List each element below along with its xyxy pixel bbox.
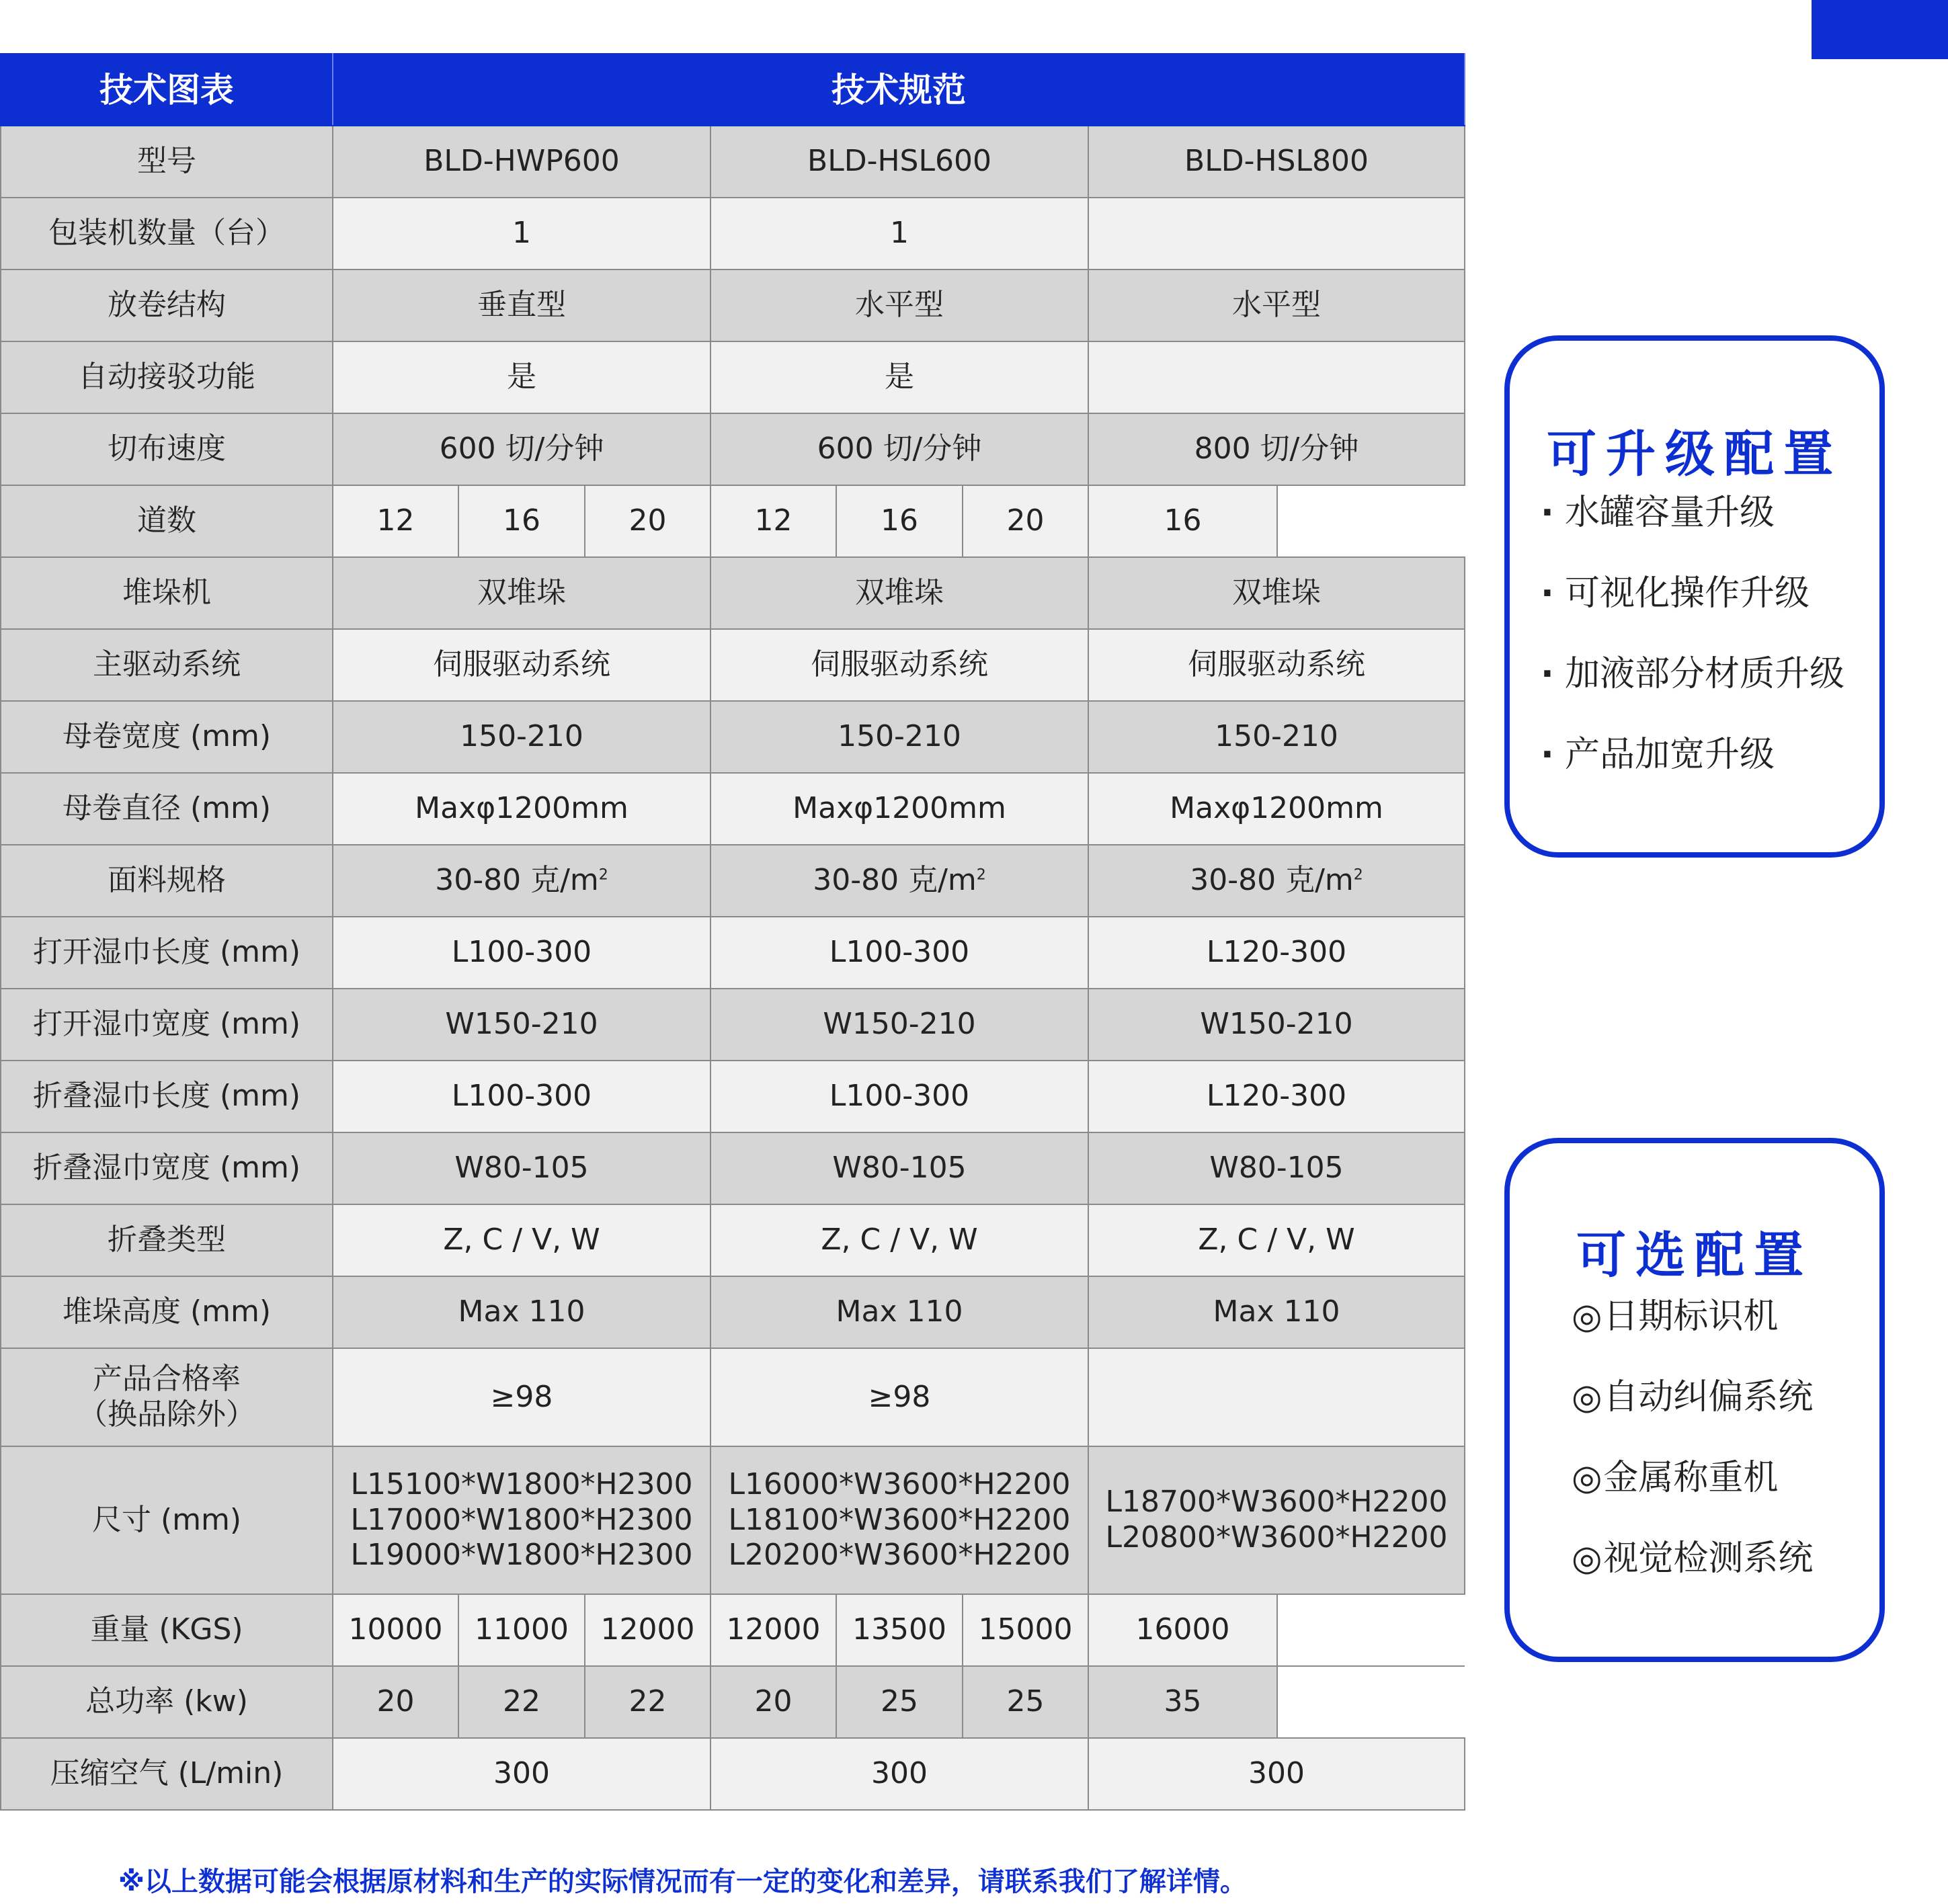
value-cell: ≥98 (333, 1348, 711, 1446)
value-cell: ≥98 (711, 1348, 1088, 1446)
row-label: 打开湿巾长度 (mm) (1, 917, 333, 989)
dimension-line: L17000*W1800*H2300 (350, 1502, 693, 1537)
upgrade-config-list (1541, 490, 1873, 813)
value-cell: 伺服驱动系统 (1088, 629, 1465, 701)
row-label-line: 产品合格率 (93, 1362, 241, 1397)
value-cell: 20 (585, 485, 711, 557)
value-cell: W80-105 (333, 1132, 711, 1204)
superscript: 2 (598, 866, 608, 884)
value-cell: 600 切/分钟 (711, 413, 1088, 485)
optional-config-list (1572, 1294, 1873, 1616)
value-cell: 双堆垛 (711, 557, 1088, 629)
value-cell (333, 845, 711, 917)
footnote: ※以上数据可能会根据原材料和生产的实际情况而有一定的变化和差异，请联系我们了解详情。 (118, 1866, 1247, 1897)
value-cell: W150-210 (1088, 989, 1465, 1061)
row-label (1, 1348, 333, 1446)
row-label: 包装机数量（台） (1, 198, 333, 270)
list-item-text: 自动纠偏系统 (1603, 1377, 1814, 1417)
row-label: 自动接驳功能 (1, 341, 333, 413)
value-cell: W150-210 (333, 989, 711, 1061)
row-label: 尺寸 (mm) (1, 1446, 333, 1594)
row-label: 折叠湿巾长度 (mm) (1, 1061, 333, 1132)
dimension-line: L19000*W1800*H2300 (350, 1538, 693, 1573)
value-cell: L120-300 (1088, 1061, 1465, 1132)
list-item (1541, 571, 1873, 651)
table-row (1, 1348, 1465, 1446)
value-cell: 16000 (1088, 1594, 1277, 1666)
value-cell: Max 110 (1088, 1276, 1465, 1348)
dimension-line: L15100*W1800*H2300 (350, 1466, 693, 1501)
value-cell (711, 1446, 1088, 1594)
value-cell: L100-300 (711, 917, 1088, 989)
value-cell (1088, 198, 1465, 270)
row-label: 折叠类型 (1, 1204, 333, 1276)
value-cell: Max 110 (333, 1276, 711, 1348)
table-row (1, 1594, 1465, 1666)
table-row (1, 1446, 1465, 1594)
list-item-text: 金属称重机 (1603, 1458, 1779, 1498)
value-cell: 300 (333, 1738, 711, 1810)
optional-config-title: 可选配置 (1576, 1227, 1813, 1284)
value-cell: W80-105 (711, 1132, 1088, 1204)
value-cell: Maxφ1200mm (333, 773, 711, 845)
row-label: 主驱动系统 (1, 629, 333, 701)
bullet-dot-icon: · (1541, 573, 1554, 614)
value-cell: 1 (711, 198, 1088, 270)
value-cell: Z, C / V, W (333, 1204, 711, 1276)
dimension-line: L16000*W3600*H2200 (728, 1466, 1071, 1501)
list-item (1572, 1536, 1873, 1616)
row-label: 折叠湿巾宽度 (mm) (1, 1132, 333, 1204)
upgrade-config-title: 可升级配置 (1547, 425, 1842, 483)
value-cell: 水平型 (711, 270, 1088, 341)
double-circle-icon: ◎ (1572, 1296, 1602, 1337)
optional-config-box (1504, 1138, 1885, 1662)
value-cell: 25 (836, 1666, 963, 1738)
value-cell: 150-210 (711, 701, 1088, 773)
dimension-line: L18100*W3600*H2200 (728, 1502, 1071, 1537)
row-label: 道数 (1, 485, 333, 557)
model-cell: BLD-HSL800 (1088, 126, 1465, 198)
value-cell: 20 (963, 485, 1088, 557)
upgrade-config-box (1504, 335, 1885, 858)
table-row (1, 1204, 1465, 1276)
value-cell: 35 (1088, 1666, 1277, 1738)
value-cell (1088, 341, 1465, 413)
value-text: 30-80 克/m (435, 863, 599, 898)
value-cell: 16 (836, 485, 963, 557)
value-cell (711, 845, 1088, 917)
value-cell: 10000 (333, 1594, 458, 1666)
value-cell: 12000 (585, 1594, 711, 1666)
value-cell: 22 (458, 1666, 585, 1738)
list-item (1572, 1294, 1873, 1374)
value-cell: 150-210 (333, 701, 711, 773)
superscript: 2 (1353, 866, 1363, 884)
dimension-line: L20800*W3600*H2200 (1105, 1520, 1448, 1555)
value-cell (333, 1446, 711, 1594)
double-circle-icon: ◎ (1572, 1377, 1602, 1417)
list-item-text: 日期标识机 (1603, 1296, 1779, 1337)
value-text: 30-80 克/m (1190, 863, 1354, 898)
row-label: 母卷直径 (mm) (1, 773, 333, 845)
empty-cell (1277, 1666, 1465, 1738)
value-cell: 22 (585, 1666, 711, 1738)
corner-accent-block (1812, 0, 1948, 59)
value-cell: 800 切/分钟 (1088, 413, 1465, 485)
list-item-text: 加液部分材质升级 (1565, 654, 1845, 694)
value-cell: 12000 (711, 1594, 836, 1666)
list-item (1541, 651, 1873, 732)
row-label-line: （换品除外） (78, 1397, 255, 1432)
table-row (1, 341, 1465, 413)
row-label: 切布速度 (1, 413, 333, 485)
bullet-dot-icon: · (1541, 654, 1554, 694)
value-cell: 12 (333, 485, 458, 557)
value-cell: 伺服驱动系统 (333, 629, 711, 701)
row-label: 面料规格 (1, 845, 333, 917)
value-cell: Maxφ1200mm (711, 773, 1088, 845)
value-cell: 双堆垛 (333, 557, 711, 629)
list-item (1541, 732, 1873, 813)
row-label: 型号 (1, 126, 333, 198)
value-cell: 水平型 (1088, 270, 1465, 341)
empty-cell (1277, 485, 1465, 557)
value-text: 30-80 克/m (813, 863, 977, 898)
table-row (1, 1738, 1465, 1810)
table-row (1, 629, 1465, 701)
value-cell: 15000 (963, 1594, 1088, 1666)
value-cell: Z, C / V, W (1088, 1204, 1465, 1276)
value-cell: 25 (963, 1666, 1088, 1738)
value-cell: 伺服驱动系统 (711, 629, 1088, 701)
value-cell: 20 (333, 1666, 458, 1738)
value-cell: 1 (333, 198, 711, 270)
value-cell: 150-210 (1088, 701, 1465, 773)
spec-table (0, 53, 1465, 1811)
header-tech-spec: 技术规范 (333, 54, 1465, 126)
table-row (1, 845, 1465, 917)
double-circle-icon: ◎ (1572, 1458, 1602, 1498)
row-label: 总功率 (kw) (1, 1666, 333, 1738)
row-label: 放卷结构 (1, 270, 333, 341)
value-cell: 16 (458, 485, 585, 557)
value-cell: W150-210 (711, 989, 1088, 1061)
value-cell: L100-300 (333, 1061, 711, 1132)
empty-cell (1277, 1594, 1465, 1666)
table-row (1, 557, 1465, 629)
value-cell: 20 (711, 1666, 836, 1738)
superscript: 2 (976, 866, 986, 884)
table-row (1, 198, 1465, 270)
value-cell: 11000 (458, 1594, 585, 1666)
list-item (1572, 1455, 1873, 1536)
row-label: 堆垛机 (1, 557, 333, 629)
value-cell: 16 (1088, 485, 1277, 557)
table-row (1, 1061, 1465, 1132)
list-item-text: 产品加宽升级 (1565, 735, 1775, 775)
row-label: 打开湿巾宽度 (mm) (1, 989, 333, 1061)
table-row (1, 989, 1465, 1061)
table-row (1, 413, 1465, 485)
model-cell: BLD-HWP600 (333, 126, 711, 198)
value-cell: 600 切/分钟 (333, 413, 711, 485)
value-cell: 13500 (836, 1594, 963, 1666)
row-label: 堆垛高度 (mm) (1, 1276, 333, 1348)
list-item (1541, 490, 1873, 571)
row-label: 压缩空气 (L/min) (1, 1738, 333, 1810)
list-item-text: 可视化操作升级 (1565, 573, 1810, 614)
table-row (1, 701, 1465, 773)
table-row (1, 126, 1465, 198)
value-cell: Max 110 (711, 1276, 1088, 1348)
table-row (1, 917, 1465, 989)
dimension-line: L18700*W3600*H2200 (1105, 1485, 1448, 1520)
value-cell (1088, 1348, 1465, 1446)
list-item (1572, 1374, 1873, 1455)
value-cell: W80-105 (1088, 1132, 1465, 1204)
table-row (1, 270, 1465, 341)
value-cell: 300 (1088, 1738, 1465, 1810)
value-cell: 是 (333, 341, 711, 413)
list-item-text: 水罐容量升级 (1565, 493, 1775, 533)
value-cell: Maxφ1200mm (1088, 773, 1465, 845)
list-item-text: 视觉检测系统 (1603, 1538, 1814, 1579)
row-label: 母卷宽度 (mm) (1, 701, 333, 773)
value-cell (1088, 845, 1465, 917)
table-row (1, 1132, 1465, 1204)
dimension-line: L20200*W3600*H2200 (728, 1538, 1071, 1573)
value-cell: L100-300 (711, 1061, 1088, 1132)
row-label: 重量 (KGS) (1, 1594, 333, 1666)
value-cell: 12 (711, 485, 836, 557)
bullet-dot-icon: · (1541, 735, 1554, 775)
bullet-dot-icon: · (1541, 493, 1554, 533)
header-tech-chart: 技术图表 (1, 54, 333, 126)
model-cell: BLD-HSL600 (711, 126, 1088, 198)
table-row (1, 1666, 1465, 1738)
value-cell: L100-300 (333, 917, 711, 989)
value-cell: 是 (711, 341, 1088, 413)
value-cell: Z, C / V, W (711, 1204, 1088, 1276)
value-cell: 双堆垛 (1088, 557, 1465, 629)
value-cell: 垂直型 (333, 270, 711, 341)
table-row (1, 485, 1465, 557)
value-cell (1088, 1446, 1465, 1594)
value-cell: 300 (711, 1738, 1088, 1810)
double-circle-icon: ◎ (1572, 1538, 1602, 1579)
table-row (1, 773, 1465, 845)
value-cell: L120-300 (1088, 917, 1465, 989)
table-row (1, 1276, 1465, 1348)
